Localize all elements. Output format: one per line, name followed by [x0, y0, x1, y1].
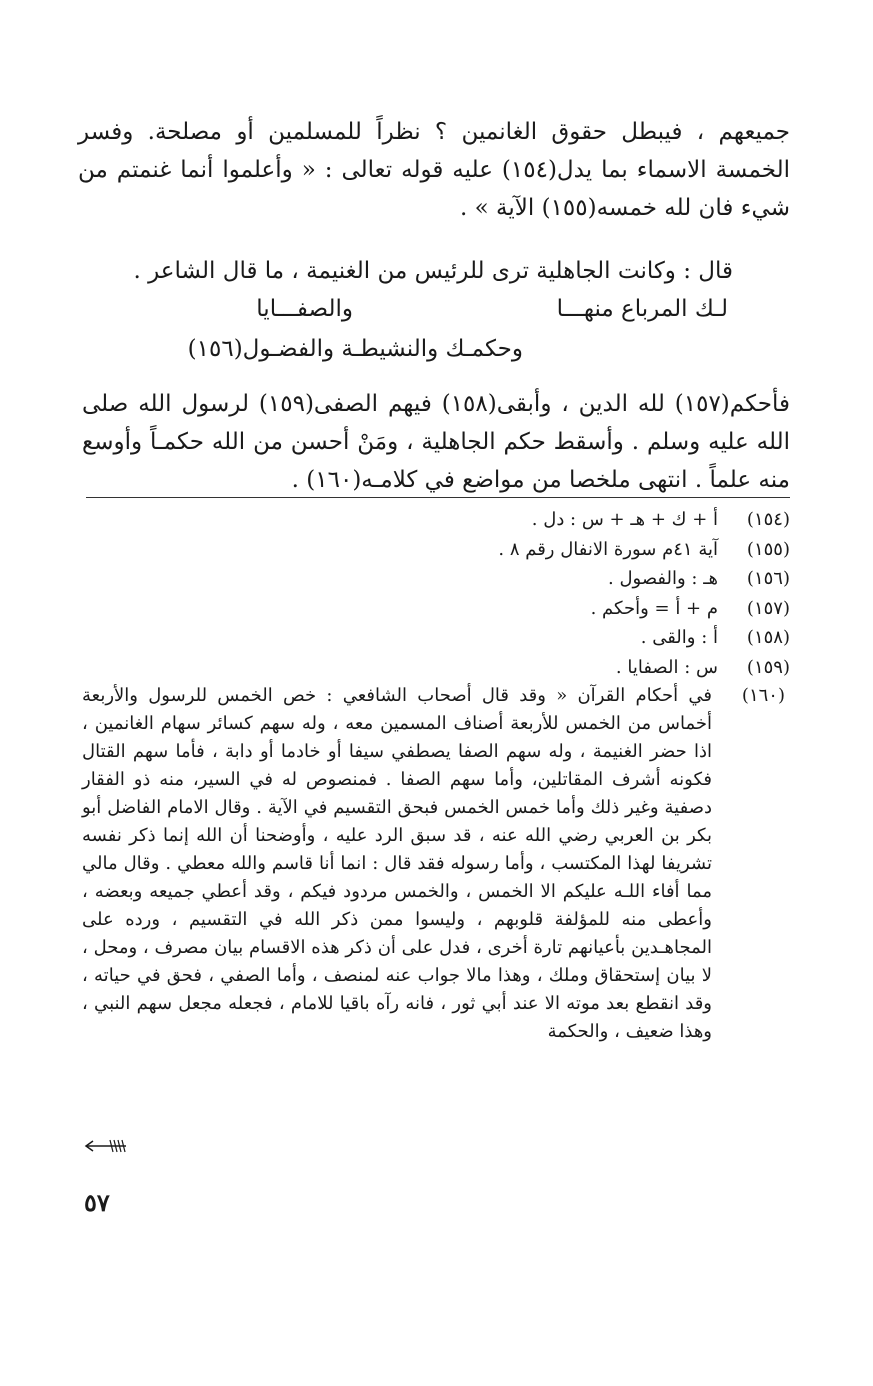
footnote-separator [86, 497, 790, 498]
footnote-item [82, 594, 790, 624]
verse-line-1-first-hemistich: لـك المرباع منهـــا [556, 296, 728, 322]
footnote-number: (١٥٥) [746, 538, 790, 560]
verse-line-1-second-hemistich: والصفـــايا [256, 296, 353, 322]
paragraph-text: فأحكم(١٥٧) لله الدين ، وأبقى(١٥٨) فيهم الصفى(١٥٩) لرسول الله صلى الله عليه وسلم . وأسقط حكم الجاهلية ، ومَنْ أحسن من الله حكمـاً وأوسع منه علماً . انتهى ملخصا من مواضع في كلامـه(١٦٠) . [82, 391, 790, 493]
footnote-text: هـ : والفصول . [608, 568, 718, 589]
footnote-number: (١٥٤) [746, 509, 790, 530]
page-number: ٥٧ [84, 1188, 110, 1217]
footnote-list [82, 505, 790, 682]
verse-line-2: وحكمـك والنشيطـة والفضـول(١٥٦) [187, 336, 523, 362]
footnote-number: (١٥٧) [746, 597, 790, 619]
footnote-number: (١٦٠) [741, 685, 785, 706]
footnote-item [82, 653, 790, 683]
footnote-text: م + أ = وأحكم . [590, 597, 718, 619]
footnote-item [82, 535, 790, 565]
footnote-text: أ : والقى . [640, 627, 718, 648]
continuation-arrow-icon [84, 1136, 128, 1156]
paragraph-text: جميعهم ، فيبطل حقوق الغانمين ؟ نظراً للمسلمين أو مصلحة. وفسر الخمسة الاسماء بما يدل(١٥٤) عليه قوله تعالى : « وأعلموا أنما غنمتم من شيء فان لله خمسه(١٥٥) الآية » . [78, 119, 790, 221]
main-paragraph-1 [78, 113, 790, 227]
poet-quote-intro: قال : وكانت الجاهلية ترى للرئيس من الغنيمة ، ما قال الشاعر . [133, 258, 733, 284]
footnote-number: (١٥٨) [746, 627, 790, 648]
footnote-item [82, 505, 790, 535]
footnote-item [82, 623, 790, 653]
main-paragraph-2 [82, 385, 790, 499]
footnote-text: أ + ك + هـ + س : دل . [531, 509, 718, 530]
footnote-text: آية ٤١م سورة الانفال رقم ٨ . [498, 538, 718, 560]
footnote-number: (١٥٦) [746, 568, 790, 589]
footnote-item [82, 564, 790, 594]
footnote-text: س : الصفايا . [615, 656, 718, 678]
footnote-long-text: في أحكام القرآن « وقد قال أصحاب الشافعي : خص الخمس للرسول والأربعة أخماس من الخمس للأربعة أصناف المسمين معه ، وله سهم كسائر سهام الغانمين ، اذا حضر الغنيمة ، وله سهم الصفا يصطفي سيفا أو خادما أو دابة ، فأما سهم القتال فكونه أشرف المقاتلين، وأما سهم الصفا . فمنصوص له في السير، منه ذو الفقار دصفية وغير ذلك وأما خمس الخمس فبحق التقسيم في الآية . وقال الامام الفاضل أبو بكر بن العربي رضي الله عنه ، قد سبق الرد عليه ، وأوضحنا أن الله إنما ذكر نفسه تشريفا لهذا المكتسب ، وأما رسوله فقد قال : انما أنا قاسم والله معطي . وقال مالي مما أفاء اللـه عليكم الا الخمس ، والخمس مردود فيكم ، وقد أعطي جميعه وبعضه ، وأعطى منه للمؤلفة قلوبهم ، وليسوا ممن ذكر الله في التقسيم ، ورده على المجاهـدين بأعيانهم تارة أخرى ، فدل على أن ذكر هذه الاقسام بيان مصرف ، ومحل ، لا بيان إستحقاق وملك ، وهذا مالا جواب عنه لمنصف ، وأما الصفي ، فحق في حياته ، وقد انقطع بعد موته الا عند أبي ثور ، فانه رآه باقيا للامام ، فجعله مجعل سهم النبي ، وهذا ضعيف ، والحكمة [82, 685, 712, 1042]
footnote-number: (١٥٩) [746, 656, 790, 678]
